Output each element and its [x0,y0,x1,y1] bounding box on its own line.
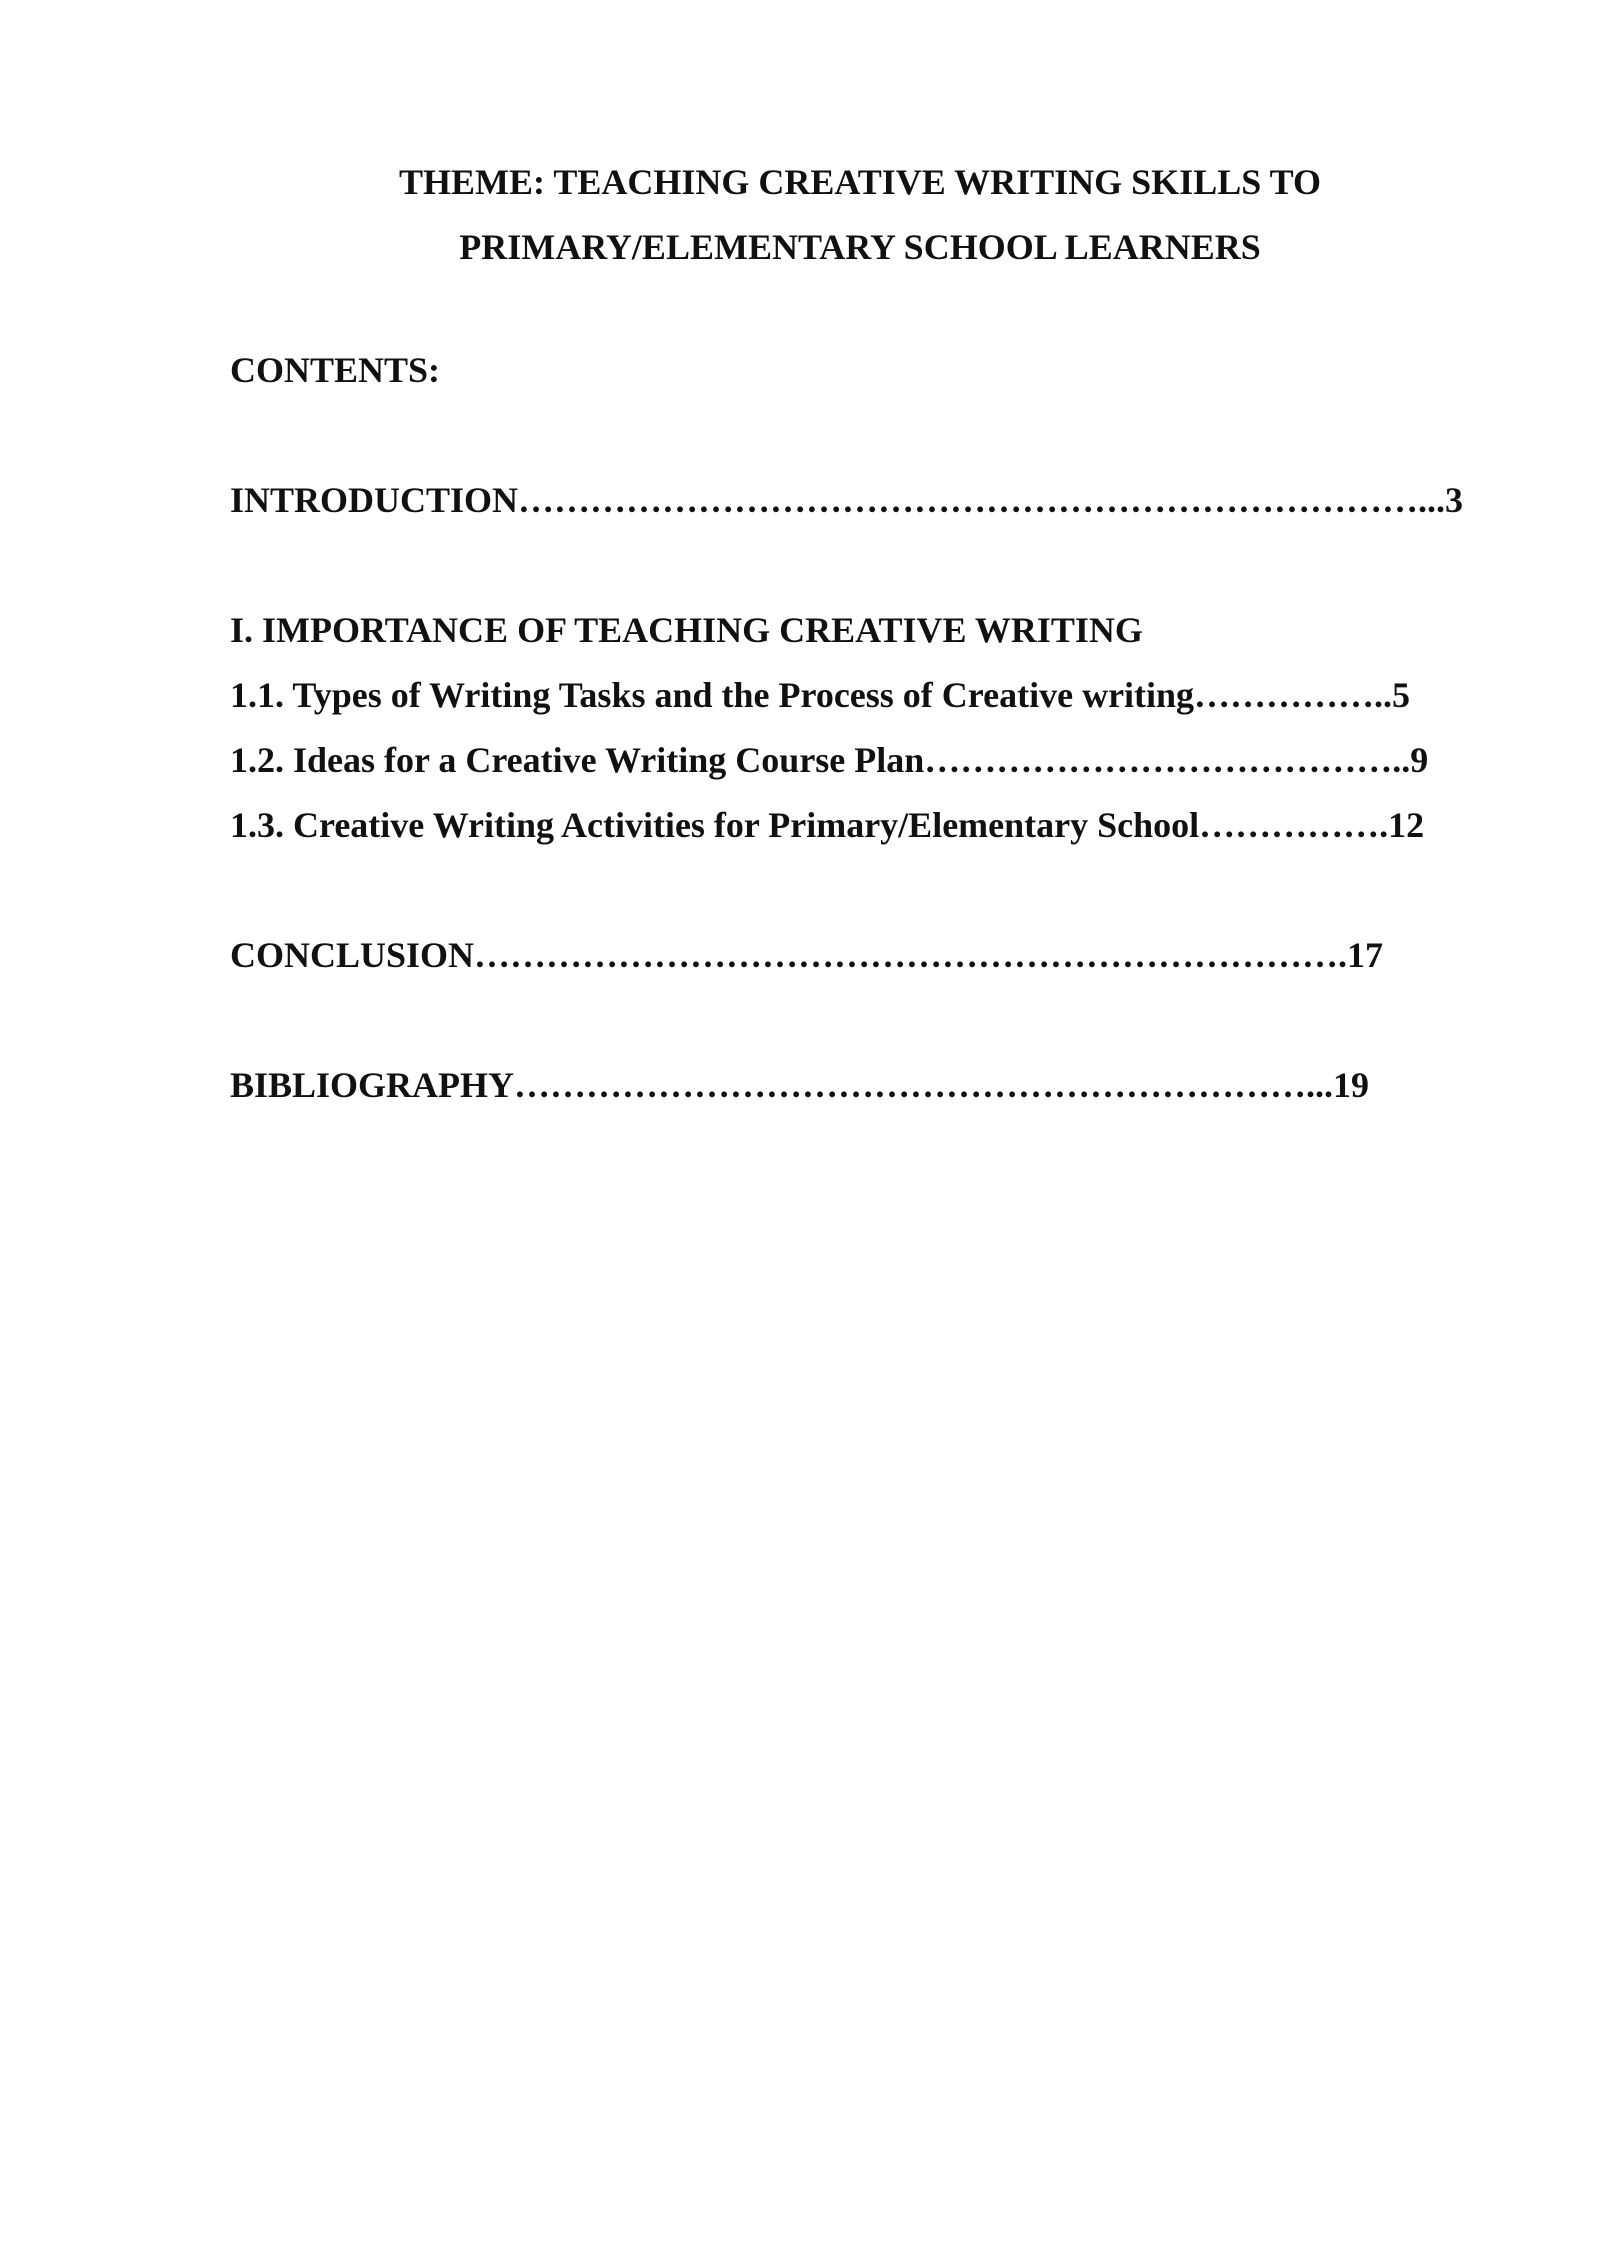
title-line-2: PRIMARY/ELEMENTARY SCHOOL LEARNERS [459,227,1261,267]
toc-entry-conclusion: CONCLUSION……………………………………………………………….17 [230,935,1384,975]
document-title [230,150,1490,280]
toc-entry-1-2: 1.2. Ideas for a Creative Writing Course Plan…………………………………..9 [230,740,1429,780]
toc-entry-introduction: INTRODUCTION…………………………………………………………………...3 [230,480,1464,520]
title-line-1: THEME: TEACHING CREATIVE WRITING SKILLS TO [399,162,1321,202]
toc-entry-bibliography: BIBLIOGRAPHY…………………………………………………………...19 [230,1065,1370,1105]
toc-entry-1-1: 1.1. Types of Writing Tasks and the Process of Creative writing……………..5 [230,675,1411,715]
toc-section-heading: I. IMPORTANCE OF TEACHING CREATIVE WRITING [230,610,1143,650]
toc-entry-1-3: 1.3. Creative Writing Activities for Primary/Elementary School…………….12 [230,805,1425,845]
contents-heading: CONTENTS: [230,350,441,390]
